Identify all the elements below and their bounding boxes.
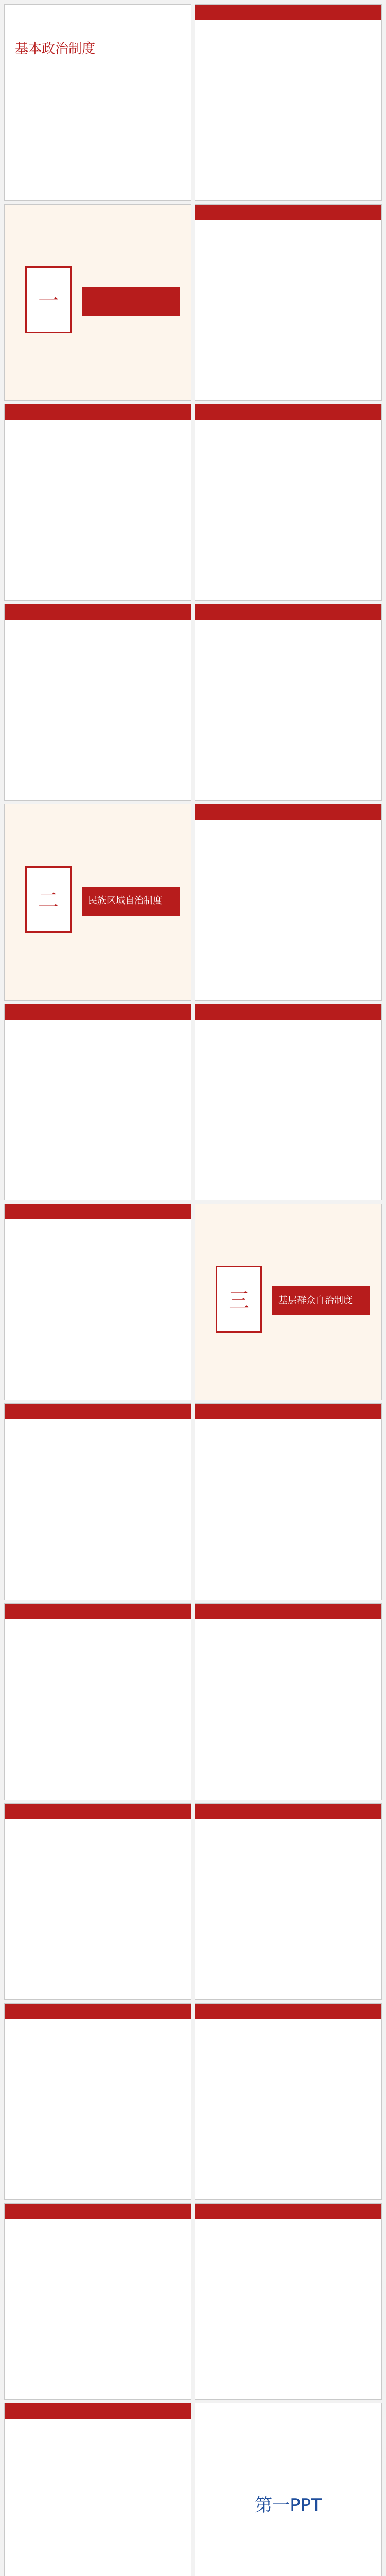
cover-title: 基本政治制度 [15,41,96,57]
section-number: 三 [229,1289,249,1312]
content-slide [195,204,382,401]
content-slide [4,604,191,801]
content-slide [195,404,382,601]
section-slide-1 [4,204,191,401]
cover-slide [4,4,191,201]
content-slide [195,604,382,801]
content-slide [195,804,382,1001]
content-slide [4,1803,191,2000]
content-slide [4,1004,191,1200]
slide-sheet [4,4,382,2576]
content-slide [195,4,382,201]
content-slide [195,1004,382,1200]
content-slide [4,404,191,601]
logo-slide [195,2403,382,2576]
content-slide [195,1803,382,2000]
content-slide [4,1204,191,1400]
section-title: 民族区域自治制度 [88,895,162,906]
brand-logo: 第一PPT [255,2495,322,2516]
content-slide [195,1603,382,1800]
content-slide [4,1603,191,1800]
section-slide-2 [4,804,191,1001]
content-slide [4,1403,191,1600]
exercise-slide [4,2203,191,2400]
content-slide [4,2003,191,2200]
exercise-slide [4,2403,191,2576]
exercise-slide [195,2203,382,2400]
content-slide [195,1403,382,1600]
section-number: 二 [38,889,59,912]
section-number: 一 [38,289,59,313]
section-title: 基层群众自治制度 [278,1295,353,1306]
exercise-slide [195,2003,382,2200]
section-slide-3 [195,1204,382,1400]
